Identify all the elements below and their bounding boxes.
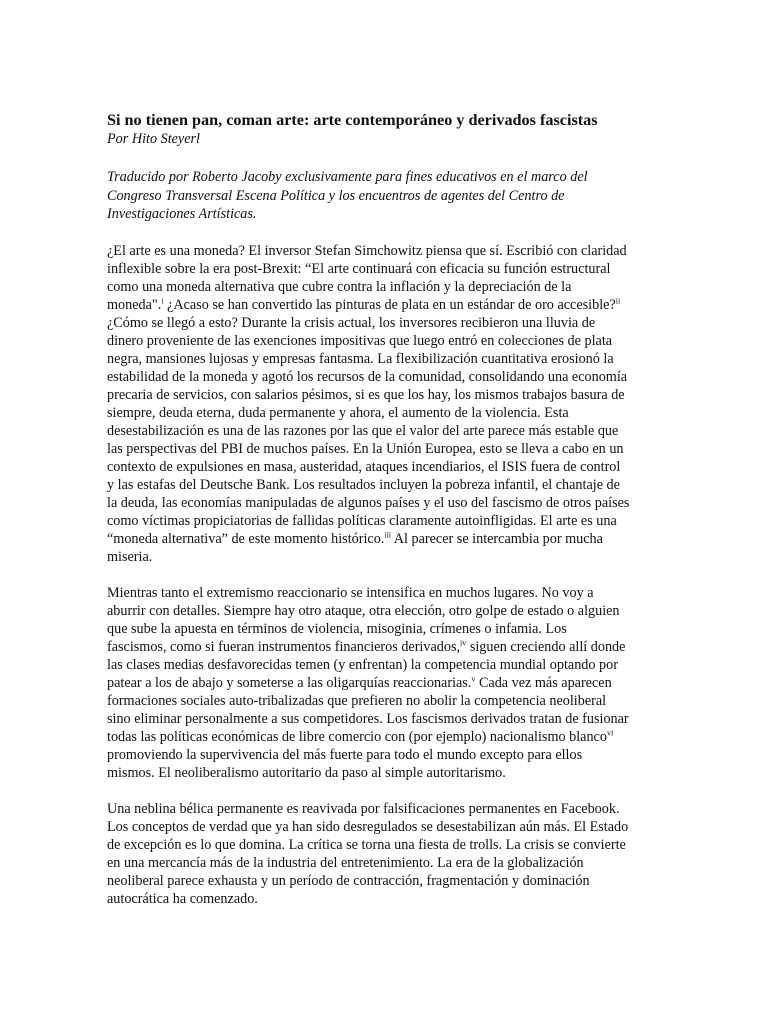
text-segment: todas las políticas económicas de libre comercio con (por ejemplo) nacionalismo blanco <box>107 728 607 745</box>
translation-line: Congreso Transversal Escena Política y los encuentros de agentes del Centro de <box>107 187 565 204</box>
text-line: contexto de expulsiones en masa, austeridad, ataques incendiarios, el ISIS fuera de control <box>107 458 621 475</box>
text-line: estabilidad de la moneda y agotó los recursos de la comunidad, consolidando una economía <box>107 368 628 385</box>
author-byline: Por Hito Steyerl <box>107 131 200 147</box>
text-line <box>107 638 667 656</box>
text-line: promoviendo la supervivencia del más fuerte para todo el mundo excepto para ellos <box>107 746 583 763</box>
text-segment: siguen creciendo allí donde <box>466 638 626 655</box>
text-line: la deuda, las economías manipuladas de algunos países y el uso del fascismo de otros países <box>107 494 630 511</box>
text-line: ¿El arte es una moneda? El inversor Stefan Simchowitz piensa que sí. Escribió con claridad <box>107 242 627 259</box>
text-segment: ¿Acaso se han convertido las pinturas de plata en un estándar de oro accesible? <box>163 296 616 313</box>
text-line: las perspectivas del PBI de muchos países. En la Unión Europea, esto se lleva a cabo en un <box>107 440 624 457</box>
footnote-ref-i[interactable]: i <box>161 295 164 305</box>
text-line: miseria. <box>107 548 153 565</box>
text-line: Una neblina bélica permanente es reavivada por falsificaciones permanentes en Facebook. <box>107 800 620 817</box>
text-line: neoliberal parece exhausta y un período de contracción, fragmentación y dominación <box>107 872 590 889</box>
text-segment: Al parecer se intercambia por mucha <box>391 530 603 547</box>
text-line: Mientras tanto el extremismo reaccionario se intensifica en muchos lugares. No voy a <box>107 584 594 601</box>
translation-note <box>107 168 667 224</box>
text-line <box>107 296 667 314</box>
text-line: las clases medias desfavorecidas temen (y enfrentan) la competencia mundial optando por <box>107 656 618 673</box>
text-segment: moneda". <box>107 296 162 313</box>
body-paragraph-3 <box>107 800 667 908</box>
article-title: Si no tienen pan, coman arte: arte contemporáneo y derivados fascistas <box>107 111 598 129</box>
footnote-ref-v[interactable]: v <box>471 673 476 683</box>
text-line: autocrática ha comenzado. <box>107 890 258 907</box>
text-line: en una mercancía más de la industria del entretenimiento. La era de la globalización <box>107 854 584 871</box>
text-line: Los conceptos de verdad que ya han sido desregulados se desestabilizan aún más. El Estado <box>107 818 629 835</box>
text-segment: Cada vez más aparecen <box>475 674 612 691</box>
text-segment: “moneda alternativa” de este momento histórico. <box>107 530 385 547</box>
text-line: inflexible sobre la era post-Brexit: “El arte continuará con eficacia su función estructural <box>107 260 611 277</box>
text-line <box>107 674 667 692</box>
footnote-ref-iii[interactable]: iii <box>384 529 392 539</box>
text-line: formaciones sociales auto-tribalizadas que prefieren no abolir la competencia neoliberal <box>107 692 607 709</box>
text-line: siempre, deuda eterna, duda permanente y ahora, el aumento de la violencia. Esta <box>107 404 569 421</box>
text-line: de excepción es lo que domina. La crítica se torna una fiesta de trolls. La crisis se convierte <box>107 836 626 853</box>
text-line: como una moneda alternativa que cubre contra la inflación y la depreciación de la <box>107 278 572 295</box>
text-line: como víctimas propiciatorias de fallidas políticas claramente autoinfligidas. El arte es una <box>107 512 617 529</box>
translation-line: Traducido por Roberto Jacoby exclusivamente para fines educativos en el marco del <box>107 169 588 185</box>
text-line: que sube la apuesta en términos de violencia, misoginia, crímenes o infamia. Los <box>107 620 567 637</box>
footnote-ref-ii[interactable]: ii <box>615 295 621 305</box>
text-line <box>107 728 667 746</box>
text-line: sino eliminar personalmente a sus competidores. Los fascismos derivados tratan de fusionar <box>107 710 629 727</box>
text-line <box>107 530 667 548</box>
text-line: mismos. El neoliberalismo autoritario da paso al simple autoritarismo. <box>107 764 506 781</box>
text-line: precaria de servicios, con salarios pésimos, si es que los hay, los mismos trabajos basura de <box>107 386 625 403</box>
footnote-ref-iv[interactable]: iv <box>460 637 467 647</box>
text-line: aburrir con detalles. Siempre hay otro ataque, otra elección, otro golpe de estado o alguien <box>107 602 620 619</box>
translation-line: Investigaciones Artísticas. <box>107 206 257 222</box>
text-line: ¿Cómo se llegó a esto? Durante la crisis actual, los inversores recibieron una lluvia de <box>107 314 596 331</box>
text-segment: fascismos, como si fueran instrumentos financieros derivados, <box>107 638 461 655</box>
body-paragraph-1 <box>107 242 667 566</box>
document-page <box>107 110 667 926</box>
body-paragraph-2 <box>107 584 667 782</box>
footnote-ref-vi[interactable]: vi <box>606 727 614 737</box>
text-line: desestabilización es una de las razones por las que el valor del arte parece más estable que <box>107 422 619 439</box>
text-segment: patear a los de abajo y someterse a las oligarquías reaccionarias. <box>107 674 472 691</box>
text-line: negra, mansiones lujosas y empresas fantasma. La flexibilización cuantitativa erosionó la <box>107 350 614 367</box>
text-line: dinero proveniente de las exenciones impositivas que luego entró en colecciones de plata <box>107 332 613 349</box>
text-line: y las estafas del Deutsche Bank. Los resultados incluyen la pobreza infantil, el chantaje de <box>107 476 620 493</box>
